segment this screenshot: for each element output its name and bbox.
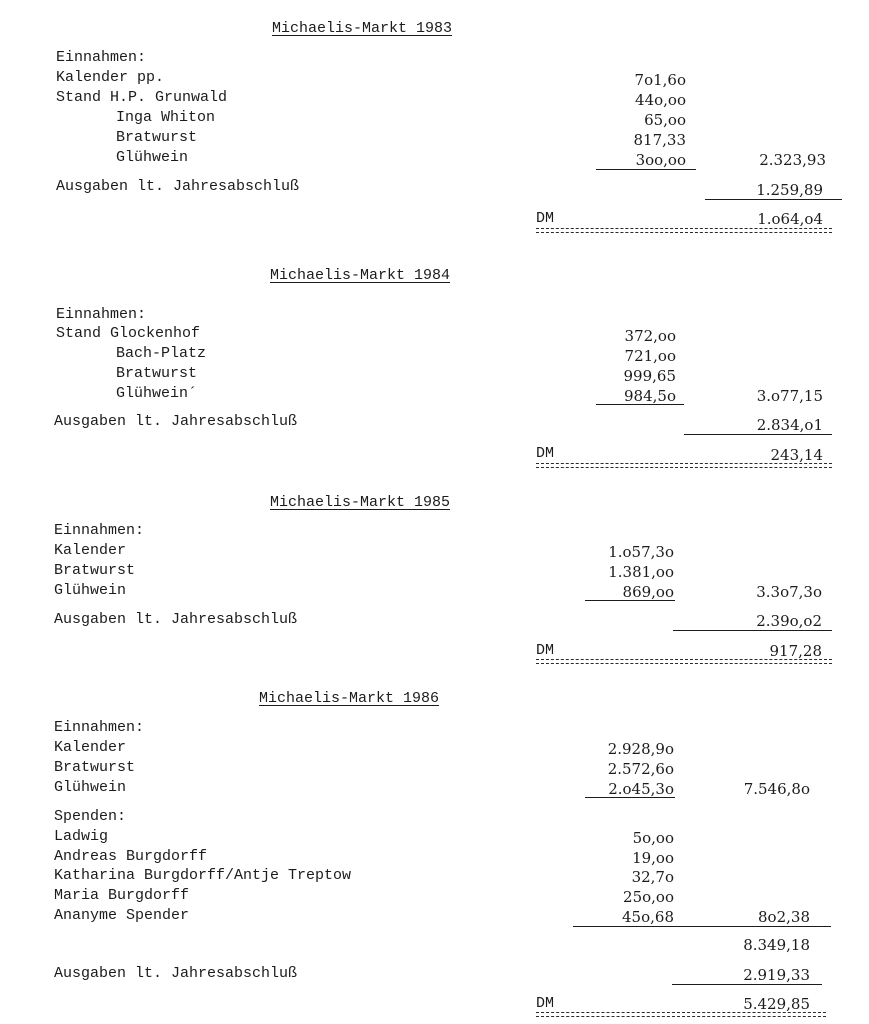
item-amount: 817,33: [633, 131, 686, 149]
section-title-1985: Michaelis-Markt 1985: [270, 494, 451, 511]
expenses-amount: 1.259,89: [756, 181, 823, 199]
underline: [596, 404, 684, 405]
result-amount: 917,28: [769, 642, 822, 660]
donation-label: Andreas Burgdorff: [54, 848, 208, 865]
item-amount: 984,5o: [624, 387, 676, 405]
item-amount: 999,65: [623, 367, 676, 385]
item-label: Inga Whiton: [116, 109, 216, 126]
expenses-amount: 2.919,33: [743, 966, 810, 984]
item-amount: 3oo,oo: [635, 151, 686, 169]
expenses-label: Ausgaben lt. Jahresabschluß: [54, 611, 298, 628]
donation-label: Ladwig: [54, 828, 109, 845]
result-amount: 243,14: [770, 446, 823, 464]
income-total: 7.546,8o: [743, 780, 810, 798]
expenses-amount: 2.39o,o2: [756, 612, 822, 630]
double-underline: [536, 463, 832, 468]
currency-label: DM: [536, 642, 555, 659]
item-label: Kalender pp.: [56, 69, 165, 86]
item-label: Bach-Platz: [116, 345, 207, 362]
underline: [684, 434, 832, 435]
underline: [705, 199, 842, 200]
section-title-1983: Michaelis-Markt 1983: [272, 20, 453, 37]
underline: [672, 984, 822, 985]
section-title-1984: Michaelis-Markt 1984: [270, 267, 451, 284]
expenses-label: Ausgaben lt. Jahresabschluß: [54, 413, 298, 430]
donation-label: Ananyme Spender: [54, 907, 190, 924]
result-amount: 1.o64,o4: [757, 210, 823, 228]
currency-label: DM: [536, 995, 555, 1012]
donation-amount: 5o,oo: [632, 829, 674, 847]
item-amount: 1.381,oo: [608, 563, 674, 581]
currency-label: DM: [536, 210, 555, 227]
result-amount: 5.429,85: [743, 995, 810, 1013]
section-title-1986: Michaelis-Markt 1986: [259, 690, 440, 707]
income-label: Einnahmen:: [54, 719, 145, 736]
item-label: Kalender: [54, 739, 127, 756]
currency-label: DM: [536, 445, 555, 462]
double-underline: [536, 659, 832, 664]
item-label: Glühwein: [116, 149, 189, 166]
item-label: Glühwein: [54, 779, 127, 796]
subtotal: 8.349,18: [743, 936, 810, 954]
double-underline: [536, 1012, 826, 1017]
underline: [573, 926, 831, 927]
donation-amount: 32,7o: [631, 868, 674, 886]
item-amount: 2.572,6o: [607, 760, 674, 778]
item-label: Stand H.P. Grunwald: [56, 89, 228, 106]
item-label: Kalender: [54, 542, 127, 559]
expenses-label: Ausgaben lt. Jahresabschluß: [54, 965, 298, 982]
item-label: Glühwein´: [116, 385, 198, 402]
donations-label: Spenden:: [54, 808, 127, 825]
item-label: Bratwurst: [116, 129, 198, 146]
donations-total: 8o2,38: [758, 908, 810, 926]
item-label: Bratwurst: [54, 562, 136, 579]
item-amount: 65,oo: [644, 111, 686, 129]
item-amount: 1.o57,3o: [608, 543, 674, 561]
item-label: Bratwurst: [116, 365, 198, 382]
underline: [596, 169, 696, 170]
income-label: Einnahmen:: [54, 522, 145, 539]
underline: [585, 600, 675, 601]
item-amount: 2.o45,3o: [608, 780, 674, 798]
double-underline: [536, 228, 832, 233]
item-amount: 2.928,9o: [607, 740, 674, 758]
expenses-amount: 2.834,o1: [756, 416, 823, 434]
donation-amount: 25o,oo: [623, 888, 674, 906]
income-label: Einnahmen:: [56, 306, 147, 323]
expenses-label: Ausgaben lt. Jahresabschluß: [56, 178, 300, 195]
item-label: Bratwurst: [54, 759, 136, 776]
donation-amount: 45o,68: [622, 908, 674, 926]
income-label: Einnahmen:: [56, 49, 147, 66]
income-total: 3.3o7,3o: [756, 583, 822, 601]
item-amount: 869,oo: [622, 583, 674, 601]
item-amount: 7o1,6o: [634, 71, 686, 89]
underline: [673, 630, 832, 631]
item-amount: 721,oo: [624, 347, 676, 365]
item-label: Stand Glockenhof: [56, 325, 201, 342]
donation-label: Katharina Burgdorff/Antje Treptow: [54, 867, 352, 884]
income-total: 3.o77,15: [756, 387, 823, 405]
item-amount: 44o,oo: [635, 91, 686, 109]
underline: [585, 797, 675, 798]
item-amount: 372,oo: [624, 327, 676, 345]
donation-label: Maria Burgdorff: [54, 887, 190, 904]
income-total: 2.323,93: [759, 151, 826, 169]
donation-amount: 19,oo: [632, 849, 674, 867]
item-label: Glühwein: [54, 582, 127, 599]
